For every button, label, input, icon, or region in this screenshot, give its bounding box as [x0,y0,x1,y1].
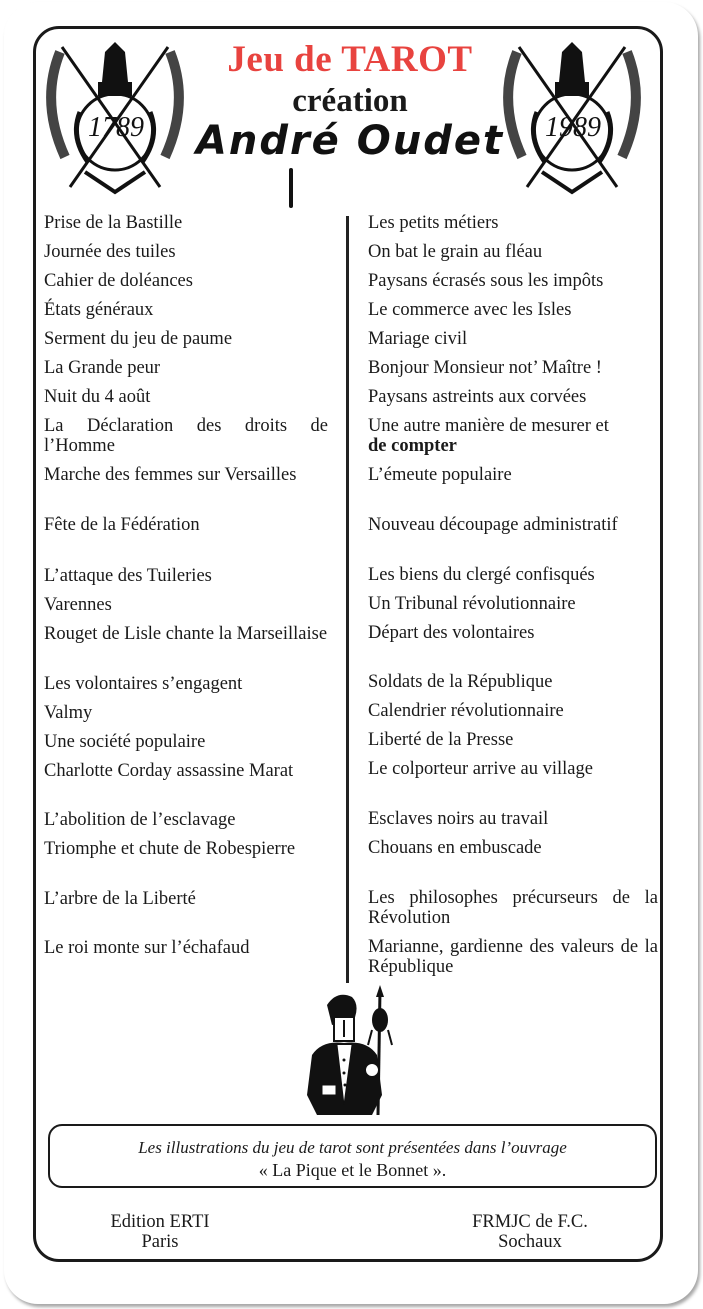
page-title: Jeu de TAROT [227,39,473,80]
card-title-item: Le colporteur arrive au village [368,759,593,779]
card-title-item: Les biens du clergé confisqués [368,565,595,585]
revolutionary-figure-icon [292,985,407,1117]
book-reference-text: Les illustrations du jeu de tarot sont présentées dans l’ouvrage [138,1138,567,1157]
card-title-item: Bonjour Monsieur not’ Maître ! [368,358,602,378]
card-title-item: Une société populaire [44,732,206,752]
card-title-item: Prise de la Bastille [44,213,183,233]
card-title-item: On bat le grain au fléau [368,242,543,262]
card-title-item: Chouans en embuscade [368,838,542,858]
publisher-name: FRMJC de F.C. [472,1212,588,1232]
card-title-item: Charlotte Corday assassine Marat [44,761,294,781]
author-signature: André Oudet [195,118,505,164]
card-title-item: Valmy [44,703,93,723]
card-title-item: Rouget de Lisle chante la Marseillaise [44,624,328,644]
emblem-year: 1789 [88,112,144,143]
column-divider [346,216,349,983]
signature-stroke [289,168,293,208]
book-reference-box [48,1124,657,1188]
card-title-item: de compter [368,436,457,456]
card-title-item: Varennes [44,595,112,615]
card-title-item: Liberté de la Presse [368,730,514,750]
card-title-item: La Grande peur [44,358,161,378]
card-title-item: Les philosophes précurseurs de la Révolution [368,888,658,928]
publisher-right [440,1212,620,1252]
card-title-item: La Déclaration des droits de l’Homme [44,416,328,456]
card-title-item: Calendrier révolutionnaire [368,701,564,721]
card-title-item: Les volontaires s’engagent [44,674,243,694]
card-title-item: Marianne, gardienne des valeurs de la République [368,937,658,977]
card-title-item: Esclaves noirs au travail [368,809,549,829]
card-title-item: L’émeute populaire [368,465,512,485]
card-title-item: Marche des femmes sur Versailles [44,465,297,485]
emblem-year: 1989 [545,112,601,143]
card-title-item: Journée des tuiles [44,242,176,262]
publisher-city: Paris [141,1232,179,1252]
publisher-name: Edition ERTI [110,1212,210,1232]
card-title-item: Départ des volontaires [368,623,535,643]
card-title-item: Le commerce avec les Isles [368,300,572,320]
card-title-item: Mariage civil [368,329,468,349]
card-title-item: Paysans astreints aux corvées [368,387,587,407]
card-title-item: Un Tribunal révolutionnaire [368,594,576,614]
publisher-left [70,1212,250,1252]
card-title-item: Fête de la Fédération [44,515,200,535]
card-title-item: Paysans écrasés sous les impôts [368,271,604,291]
card-title-item: Une autre manière de mesurer et [368,416,609,436]
publisher-city: Sochaux [498,1232,562,1252]
card-title-item: Soldats de la République [368,672,553,692]
card-title-item: Les petits métiers [368,213,499,233]
card-title-item: États généraux [44,300,154,320]
card-title-item: L’abolition de l’esclavage [44,810,236,830]
card-title-item: L’arbre de la Liberté [44,889,196,909]
emblem-1789 [40,42,190,197]
card-title-item: L’attaque des Tuileries [44,566,212,586]
card-title-item: Serment du jeu de paume [44,329,233,349]
book-title: « La Pique et le Bonnet ». [258,1160,447,1180]
card-title-item: Triomphe et chute de Robespierre [44,839,296,859]
card-title-item: Le roi monte sur l’échafaud [44,938,250,958]
card-title-item: Cahier de doléances [44,271,193,291]
card-title-item: Nuit du 4 août [44,387,151,407]
subtitle: création [292,83,408,119]
card-title-item: Nouveau découpage administratif [368,515,618,535]
sans-culotte-illustration [292,985,407,1117]
